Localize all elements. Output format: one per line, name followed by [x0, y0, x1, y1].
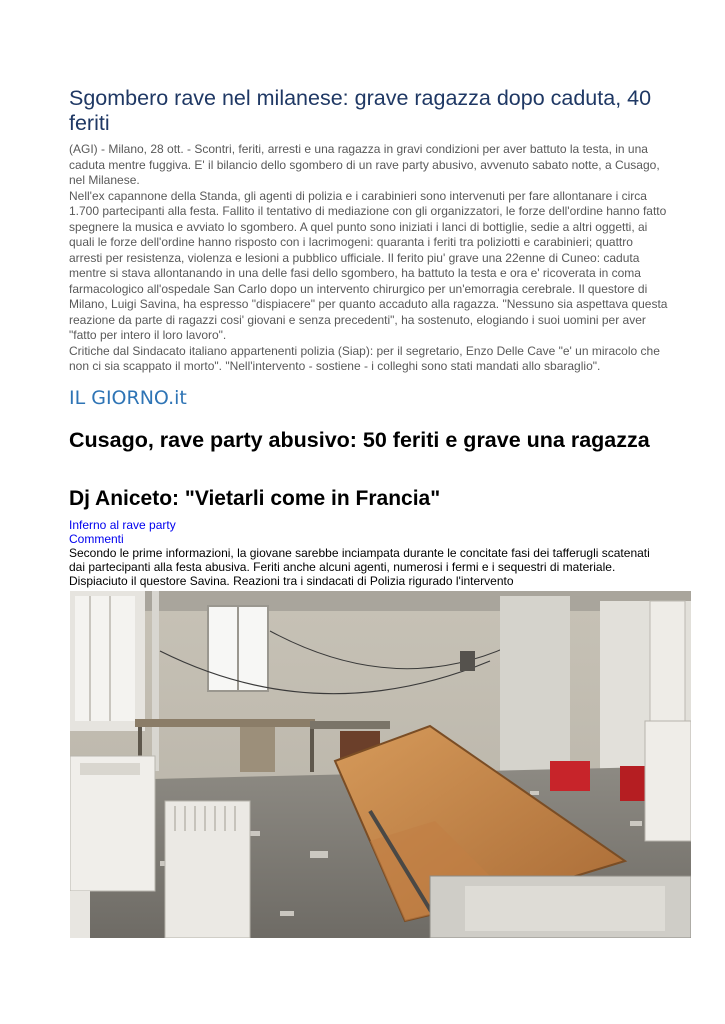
- agi-article-body: [69, 142, 669, 375]
- agi-paragraph-1: (AGI) - Milano, 28 ott. - Scontri, feriti, arresti e una ragazza in gravi condizioni per aver battuto la testa, in una caduta mentre fuggiva. E' il bilancio dello sgombero di un rave party abusivo, avvenuto sabato notte, a Cusago, nel Milanese.: [69, 142, 660, 187]
- giorno-subheadline: Dj Aniceto: "Vietarli come in Francia": [69, 487, 441, 510]
- inferno-rave-link[interactable]: Inferno al rave party: [69, 518, 176, 532]
- giorno-lead-text: Secondo le prime informazioni, la giovane sarebbe inciampata durante le concitate fasi dei tafferugli scatenati dai partecipanti alla festa abusiva. Feriti anche alcuni agenti, numerosi i fermi e i sequestri di materiale. Dispiaciuto il questore Savina. Reazioni tra i sindacati di Polizia rigurado l'intervento: [69, 546, 650, 588]
- agi-paragraph-3: Critiche dal Sindacato italiano appartenenti polizia (Siap): per il segretario, Enzo Delle Cave "e' un miracolo che non ci sia scappato il morto". "Nell'intervento - sostiene - i colleghi sono stati mandati allo sbaraglio".: [69, 343, 660, 373]
- comments-link[interactable]: Commenti: [69, 532, 124, 546]
- agi-paragraph-2: Nell'ex capannone della Standa, gli agenti di polizia e i carabinieri sono intervenuti per fare allontanare i circa 1.700 partecipanti alla festa. Fallito il tentativo di mediazione con gli organizzatori, le forze dell'ordine hanno fatto spegnere la musica e avviato lo sgombero. A quel punto sono iniziati i lanci di bottiglie, sedie a altri oggetti, ai quali le forze dell'ordine hanno risposto con i lacrimogeni: quaranta i feriti tra poliziotti e carabinieri; quattro arresti per resistenza, violenza e lesioni a pubblico ufficiale. Il ferito piu' grave una 22enne di Cuneo: caduta mentre si stava allontanando in una delle fasi dello sgombero, ha battuto la testa e ora e' ricoverata in coma farmacologico all'ospedale San Carlo dopo un intervento chirurgico per un'emorragia cerebrale. Il questore di Milano, Luigi Savina, ha espresso "dispiacere" per quanto accaduto alla ragazza. "Nessuno sia aspettava questa reazione da parte di ragazzi cosi' giovani e senza precedenti", ha sostenuto, elogiando i suoi uomini per aver "fatto per intero il loro lavoro".: [69, 188, 668, 342]
- il-giorno-brand: IL GIORNO.it: [69, 387, 187, 409]
- article-photo-devastated-room: [70, 591, 691, 938]
- agi-article-title: Sgombero rave nel milanese: grave ragazza dopo caduta, 40 feriti: [69, 86, 652, 135]
- giorno-headline: Cusago, rave party abusivo: 50 feriti e grave una ragazza: [69, 428, 650, 452]
- giorno-lead: [69, 546, 669, 588]
